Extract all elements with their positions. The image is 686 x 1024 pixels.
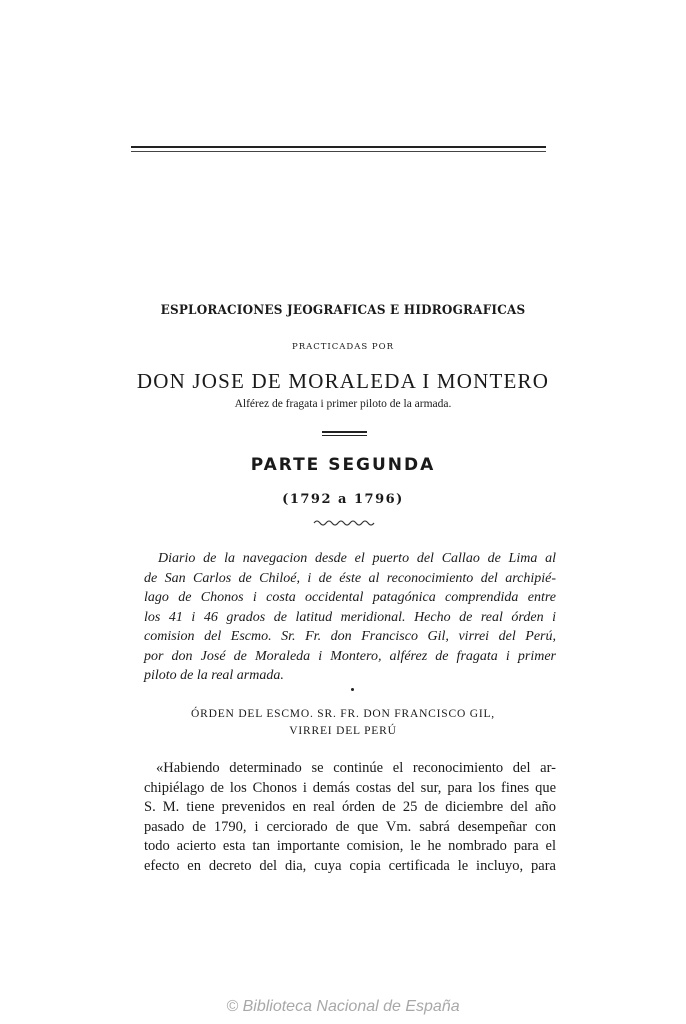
- body-line: S. M. tiene prevenidos en real órden de 25 de diciembre del año: [144, 799, 556, 815]
- body-line: «Habiendo determinado se continúe el reconocimiento del ar-: [156, 760, 556, 776]
- body-paragraph: [144, 759, 556, 876]
- intro-line: Diario de la navegacion desde el puerto del Callao de Lima al: [158, 551, 556, 566]
- body-line: pasado de 1790, i cerciorado de que Vm. sabrá desempeñar con: [144, 818, 556, 835]
- author-role: Alférez de fragata i primer piloto de la armada.: [234, 398, 452, 410]
- order-heading-line1: ÓRDEN DEL ESCMO. SR. FR. DON FRANCISCO GIL,: [191, 708, 495, 720]
- author-name: DON JOSE DE MORALEDA I MONTERO: [136, 369, 550, 393]
- intro-line: por don José de Moraleda i Montero, alférez de fragata i primer: [144, 648, 556, 664]
- body-line: chipiélago de los Chonos i demás costas del sur, para los fines que: [144, 779, 556, 796]
- intro-line: de San Carlos de Chiloé, i de éste al reconocimiento del archipié-: [144, 570, 556, 586]
- intro-line: los 41 i 46 grados de latitud meridional. Hecho de real órden i: [144, 609, 556, 625]
- section-divider: [322, 431, 367, 438]
- top-double-rule: [131, 146, 546, 152]
- part-title: PARTE SEGUNDA: [250, 455, 436, 475]
- document-subtitle: PRACTICADAS POR: [292, 342, 394, 352]
- body-line: todo acierto esta tan importante comision, le he nombrado para el: [144, 838, 556, 854]
- library-credit: © Biblioteca Nacional de España: [226, 998, 460, 1015]
- order-heading-line2: VIRREI DEL PERÚ: [289, 725, 397, 737]
- intro-line: comision del Escmo. Sr. Fr. don Francisco Gil, virrei del Perú,: [144, 629, 556, 644]
- part-years: (1792 a 1796): [282, 492, 404, 507]
- intro-paragraph: [144, 549, 556, 686]
- body-line: efecto en decreto del dia, cuya copia certificada le incluyo, para: [144, 857, 556, 874]
- intro-line: piloto de la real armada.: [144, 668, 284, 683]
- separator-dot: [351, 688, 354, 691]
- document-title: ESPLORACIONES JEOGRAFICAS E HIDROGRAFICAS: [160, 302, 526, 318]
- intro-line: lago de Chonos i costa occidental patagónica comprendida entre: [144, 590, 556, 605]
- wavy-ornament: [313, 518, 375, 528]
